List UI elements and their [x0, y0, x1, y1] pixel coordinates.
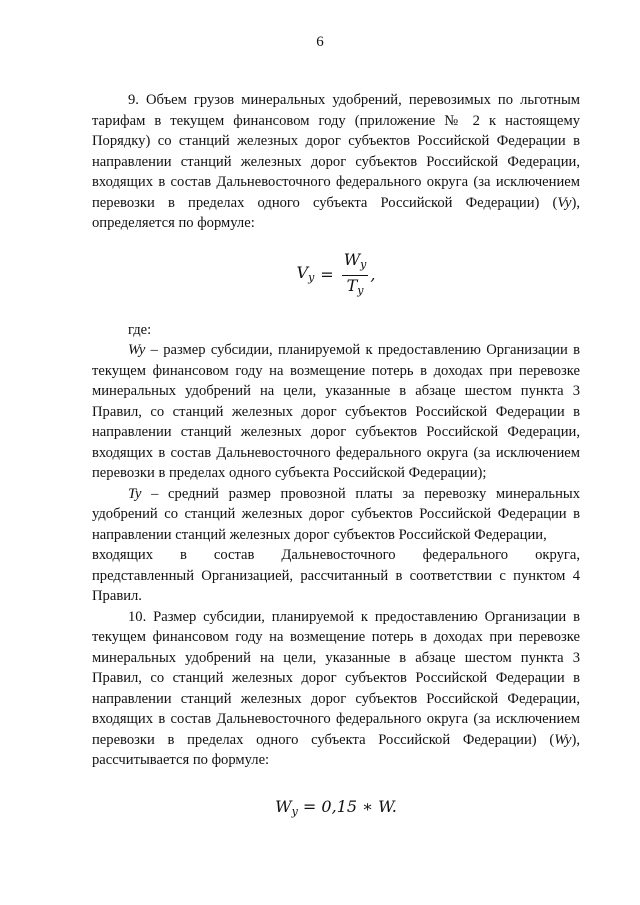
where-label: где: — [128, 321, 152, 338]
item-10-text: 10. Размер субсидии, планируемой к предоставлению Организации в текущем финансовом году на возмещение потерь в доходах при перевозке минеральных удобрений на цели, указанные в абзаце шестом пункта 3 Правил, со станций железных дорог субъектов Российской Федерации в направлении станций железных дорог субъектов Российской Федерации, входящих в состав Дальневосточного федерального округа (за исключением перевозки в пределах одного субъекта Российской Федерации) ( — [92, 608, 580, 748]
formula-wy-lhs: $W_y$ — [275, 796, 298, 818]
definition-ty-line-b: входящих в состав Дальневосточного федерального округа, — [92, 547, 580, 563]
definition-wy — [92, 340, 580, 484]
formula-vy-fraction — [342, 251, 369, 300]
definition-wy-text: – размер субсидии, планируемой к предоставлению Организации в текущем финансовом году на возмещение потерь в доходах при перевозке минеральных удобрений на цели, указанные в абзаце шестом пункта 3 Правил, со станций железных дорог субъектов Российской Федерации в направлении станций железных дорог субъектов Российской Федерации, входящих в состав Дальневосточного федерального округа (за исключением перевозки в пределах одного субъекта Российской Федерации); — [92, 342, 580, 481]
formula-wy-rhs: = 0,15 ∗ W. — [297, 796, 397, 816]
document-body — [92, 90, 580, 822]
formula-vy — [92, 252, 580, 300]
item-9-tail: ), определяется по формуле: — [92, 194, 580, 231]
page-number: 6 — [316, 34, 324, 50]
item-10-symbol: Wy — [554, 731, 572, 748]
formula-vy-equals: = — [320, 265, 334, 285]
item-9-text: 9. Объем грузов минеральных удобрений, перевозимых по льготным тарифам в текущем финансовом году (приложение № 2 к настоящему Порядку) со станций железных дорог субъектов Российской Федерации в направлении станций железных дорог субъектов Российской Федерации, входящих в состав Дальневосточного федерального округа (за исключением перевозки в пределах одного субъекта Российской Федерации) ( — [92, 92, 580, 211]
formula-vy-denominator: $T_y$ — [346, 276, 364, 297]
formula-vy-comma: , — [370, 265, 376, 285]
definition-ty-symbol: Ty — [128, 485, 142, 502]
item-10-tail: ), рассчитывается по формуле: — [92, 731, 580, 768]
paragraph-item-9 — [92, 90, 580, 234]
definition-ty-line-c: представленный Организацией, рассчитанный в соответствии с пунктом 4 Правил. — [92, 567, 580, 604]
item-9-symbol: Vy — [557, 194, 572, 211]
formula-wy — [92, 797, 580, 823]
definition-ty — [92, 484, 580, 546]
definition-ty-text-a: – средний размер провозной платы за перевозку минеральных удобрений со станций железных дорог субъектов Российской Федерации в направлении станций железных дорог субъектов Российской Федерации, — [92, 485, 580, 543]
formula-vy-numerator: $W_y$ — [342, 251, 369, 276]
formula-vy-lhs: $V_y$ — [296, 262, 315, 284]
paragraph-item-10 — [92, 607, 580, 771]
definition-wy-symbol: Wy — [128, 342, 146, 358]
